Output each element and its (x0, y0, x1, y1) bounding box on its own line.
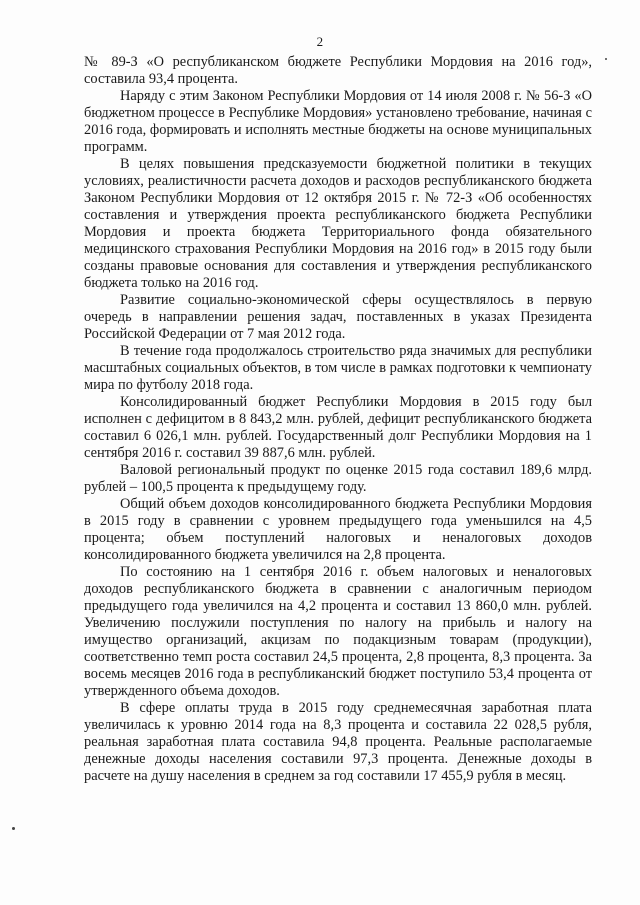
scan-speck (605, 58, 607, 60)
paragraph: Валовой региональный продукт по оценке 2015 года составил 189,6 млрд. рублей – 100,5 процента к предыдущему году. (84, 462, 592, 495)
paragraph: В целях повышения предсказуемости бюджетной политики в текущих условиях, реалистичности расчета доходов и расходов республиканского бюджета Законом Республики Мордовия от 12 октября 2015 г. № 72-З «Об особенностях составления и утверждения проекта республиканского бюджета Республики Мордовия и проекта бюджета Территориального фонда обязательного медицинского страхования Республики Мордовия на 2016 год» в 2015 году были созданы правовые основания для составления и утверждения республиканского бюджета только на 2016 год. (84, 156, 592, 291)
paragraph: Консолидированный бюджет Республики Мордовия в 2015 году был исполнен с дефицитом в 8 843,2 млн. рублей, дефицит республиканского бюджета составил 6 026,1 млн. рублей. Государственный долг Республики Мордовия на 1 сентября 2016 г. составил 39 887,6 млн. рублей. (84, 394, 592, 461)
paragraph: По состоянию на 1 сентября 2016 г. объем налоговых и неналоговых доходов республиканского бюджета в сравнении с аналогичным периодом предыдущего года увеличился на 4,2 процента и составил 13 860,0 млн. рублей. Увеличению послужили поступления по налогу на прибыль и налогу на имущество организаций, акцизам по подакцизным товарам (продукции), соответственно темп роста составил 24,5 процента, 2,8 процента, 8,3 процента. За восемь месяцев 2016 года в республиканский бюджет поступило 53,4 процента от утвержденного объема доходов. (84, 564, 592, 699)
paragraph: В сфере оплаты труда в 2015 году среднемесячная заработная плата увеличилась к уровню 2014 года на 8,3 процента и составила 22 028,5 рубля, реальная заработная плата составила 94,8 процента. Реальные располагаемые денежные доходы населения составили 97,3 процента. Денежные доходы в расчете на душу населения в среднем за год составили 17 455,9 рубля в месяц. (84, 700, 592, 784)
scan-speck (12, 827, 15, 830)
paragraph: Наряду с этим Законом Республики Мордовия от 14 июля 2008 г. № 56-З «О бюджетном процессе в Республике Мордовия» установлено требование, начиная с 2016 года, формировать и исполнять местные бюджеты на основе муниципальных программ. (84, 88, 592, 155)
paragraph: Развитие социально-экономической сферы осуществлялось в первую очередь в направлении решения задач, поставленных в указах Президента Российской Федерации от 7 мая 2012 года. (84, 292, 592, 342)
document-body (84, 54, 592, 785)
paragraph: В течение года продолжалось строительство ряда значимых для республики масштабных социальных объектов, в том числе в рамках подготовки к чемпионату мира по футболу 2018 года. (84, 343, 592, 393)
paragraph: Общий объем доходов консолидированного бюджета Республики Мордовия в 2015 году в сравнении с уровнем предыдущего года уменьшился на 4,5 процента; объем поступлений налоговых и неналоговых доходов консолидированного бюджета увеличился на 2,8 процента. (84, 496, 592, 563)
page-number: 2 (316, 34, 324, 49)
paragraph-continuation: № 89-З «О республиканском бюджете Республики Мордовия на 2016 год», составила 93,4 процента. (84, 54, 592, 87)
